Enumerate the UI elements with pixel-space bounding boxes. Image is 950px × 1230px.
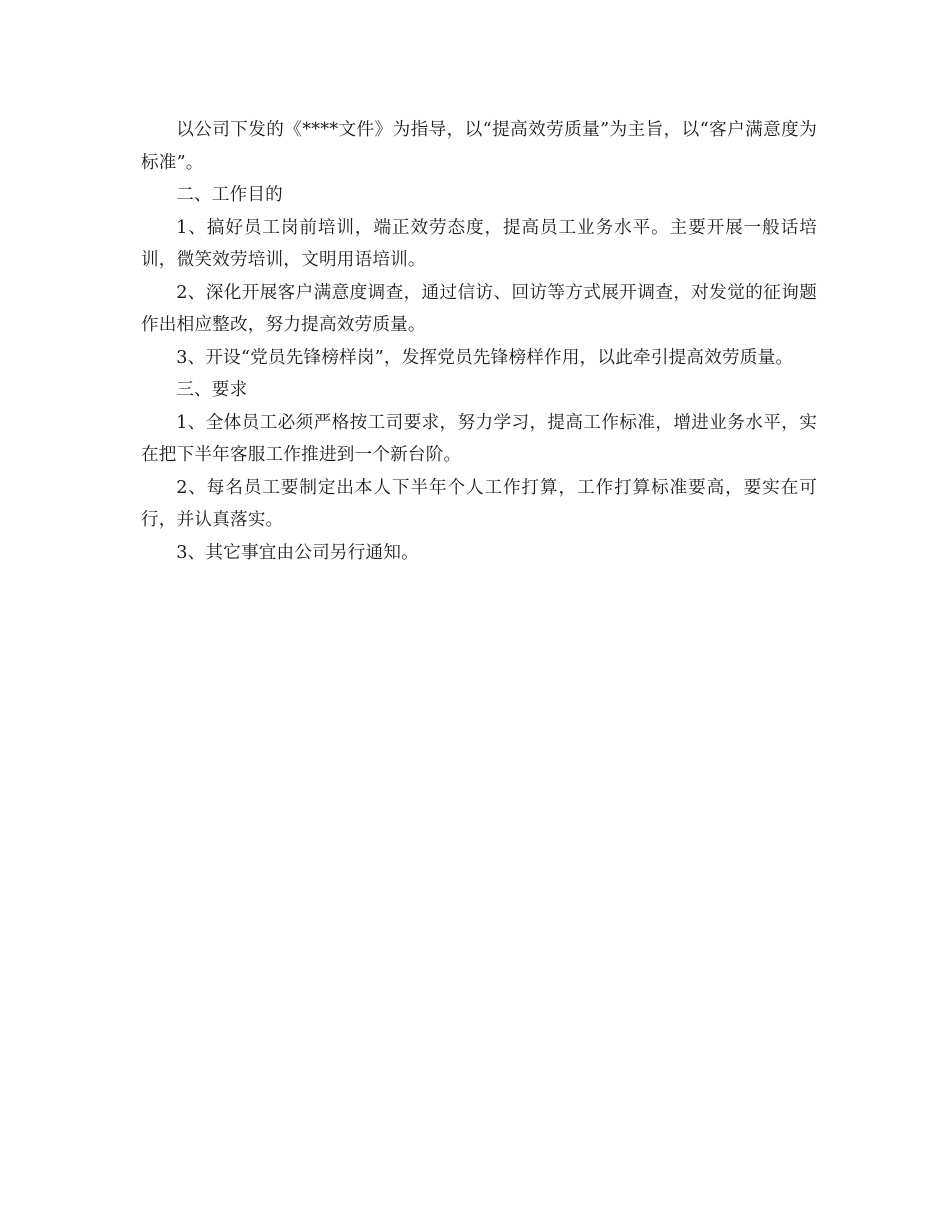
goal-item-1: 1、搞好员工岗前培训，端正效劳态度，提高员工业务水平。主要开展一般话培训，微笑效劳培训，文明用语培训。 (141, 217, 817, 270)
requirement-item-2: 2、每名员工要制定出本人下半年个人工作打算，工作打算标准要高，要实在可行，并认真落实。 (141, 477, 817, 530)
goal-item-3: 3、开设“党员先锋榜样岗”，发挥党员先锋榜样作用，以此牵引提高效劳质量。 (176, 347, 794, 368)
requirement-item-3: 3、其它事宜由公司另行通知。 (176, 542, 419, 563)
goal-item-2: 2、深化开展客户满意度调查，通过信访、回访等方式展开调查，对发觉的征询题作出相应整改，努力提高效劳质量。 (141, 282, 817, 335)
document-body (141, 114, 817, 569)
section-heading-requirements: 三、要求 (176, 380, 248, 400)
requirement-item-1: 1、全体员工必须严格按工司要求，努力学习，提高工作标准，增进业务水平，实在把下半年客服工作推进到一个新台阶。 (141, 412, 817, 465)
guidance-paragraph: 以公司下发的《****文件》为指导，以“提高效劳质量”为主旨，以“客户满意度为标准”。 (141, 120, 817, 173)
section-heading-work-goals: 二、工作目的 (176, 185, 283, 205)
